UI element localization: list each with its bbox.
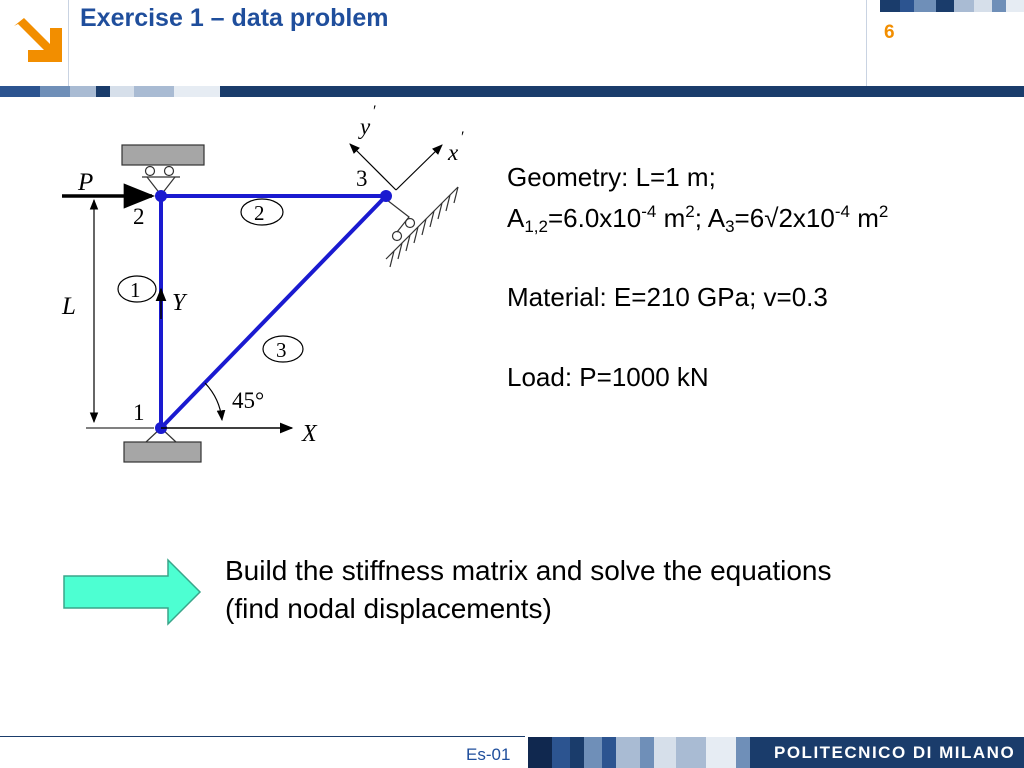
angle-label: 45° (232, 388, 265, 413)
header-divider (866, 0, 867, 86)
truss-diagram (34, 104, 510, 484)
load-label: P (78, 169, 94, 196)
element-label: 1 (130, 278, 141, 302)
task-line-1: Build the stiffness matrix and solve the equations (225, 555, 832, 586)
element-label: 3 (276, 338, 287, 362)
node-label: 1 (133, 400, 145, 425)
local-x-axis (396, 145, 442, 190)
node-label: 2 (133, 204, 145, 229)
bottom-support-block (124, 442, 201, 462)
top-support-block (122, 145, 204, 165)
node-label: 3 (356, 166, 368, 191)
footer-code: Es-01 (466, 745, 511, 764)
header-color-strip (880, 0, 1024, 12)
local-y-label: y (360, 114, 371, 139)
inclined-support-icon (386, 187, 458, 267)
local-x-label: x (448, 140, 459, 165)
angle-arc (205, 383, 222, 420)
task-line-2: (find nodal displacements) (225, 593, 552, 624)
geometry-text: Geometry: L=1 m; (507, 162, 716, 192)
footer-rule (0, 736, 525, 737)
member-3 (161, 196, 386, 428)
footer-brand: POLITECNICO DI MILANO (774, 743, 1016, 762)
global-x-label: X (302, 421, 317, 447)
node-2-dot (155, 190, 167, 202)
header-divider (68, 0, 69, 86)
svg-text:′: ′ (373, 104, 377, 120)
svg-text:′: ′ (461, 129, 465, 146)
length-label: L (62, 293, 76, 320)
polimi-arrow-icon (0, 0, 70, 86)
global-y-label: Y (172, 290, 186, 316)
element-label: 2 (254, 201, 265, 225)
roller-icon (165, 167, 174, 176)
load-text: Load: P=1000 kN (507, 362, 709, 392)
page-number: 6 (884, 22, 895, 43)
header-bar (0, 86, 1024, 97)
roller-icon (146, 167, 155, 176)
right-arrow-icon (62, 558, 202, 626)
material-text: Material: E=210 GPa; v=0.3 (507, 282, 828, 312)
area-text: $A_{1,2}=6.0x10^{-4}$ $m^2$; $A_3=6√2x10^{-4}$ $m^2$ (507, 202, 889, 236)
page-title: Exercise 1 – data problem (80, 4, 389, 32)
node-3-dot (380, 190, 392, 202)
